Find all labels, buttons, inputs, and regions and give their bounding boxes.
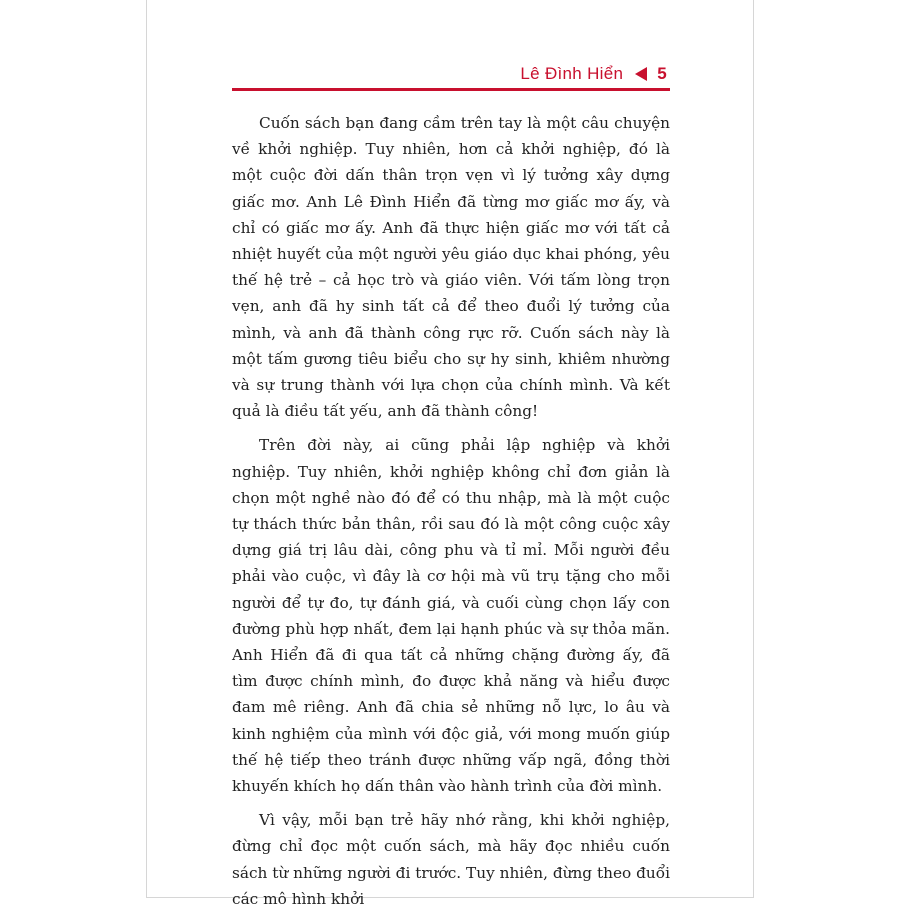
header-rule (232, 88, 670, 91)
paragraph-3: Vì vậy, mỗi bạn trẻ hãy nhớ rằng, khi khởi nghiệp, đừng chỉ đọc một cuốn sách, mà hãy đọc nhiều cuốn sách từ những người đi trước. Tuy nhiên, đừng theo đuổi các mô hình khởi (232, 811, 670, 908)
page-number: 5 (657, 64, 667, 83)
author-name: Lê Đình Hiển (520, 64, 624, 83)
paragraph-2: Trên đời này, ai cũng phải lập nghiệp và khởi nghiệp. Tuy nhiên, khởi nghiệp không chỉ đơn giản là chọn một nghề nào đó để có thu nhập, mà là một cuộc tự thách thức bản thân, rồi sau đó là một công cuộc xây dựng giá trị lâu dài, công phu và tỉ mỉ. Mỗi người đều phải vào cuộc, vì đây là cơ hội mà vũ trụ tặng cho mỗi người để tự đo, tự đánh giá, và cuối cùng chọn lấy con đường phù hợp nhất, đem lại hạnh phúc và sự thỏa mãn. Anh Hiển đã đi qua tất cả những chặng đường ấy, đã tìm được chính mình, đo được khả năng và hiểu được đam mê riêng. Anh đã chia sẻ những nỗ lực, lo âu và kinh nghiệm của mình với độc giả, với mong muốn giúp thế hệ tiếp theo tránh được những vấp ngã, đồng thời khuyến khích họ dấn thân vào hành trình của đời mình. (232, 436, 670, 796)
running-header (520, 62, 667, 86)
paragraph-1: Cuốn sách bạn đang cầm trên tay là một câu chuyện về khởi nghiệp. Tuy nhiên, hơn cả khởi nghiệp, đó là một cuộc đời dấn thân trọn vẹn vì lý tưởng xây dựng giấc mơ. Anh Lê Đình Hiển đã từng mơ giấc mơ ấy, và chỉ có giấc mơ ấy. Anh đã thực hiện giấc mơ với tất cả nhiệt huyết của một người yêu giáo dục khai phóng, yêu thế hệ trẻ – cả học trò và giáo viên. Với tấm lòng trọn vẹn, anh đã hy sinh tất cả để theo đuổi lý tưởng của mình, và anh đã thành công rực rỡ. Cuốn sách này là một tấm gương tiêu biểu cho sự hy sinh, khiêm nhường và sự trung thành với lựa chọn của chính mình. Và kết quả là điều tất yếu, anh đã thành công! (232, 114, 670, 421)
left-triangle-icon (635, 67, 647, 81)
book-page (146, 0, 754, 908)
body-text (232, 110, 670, 920)
